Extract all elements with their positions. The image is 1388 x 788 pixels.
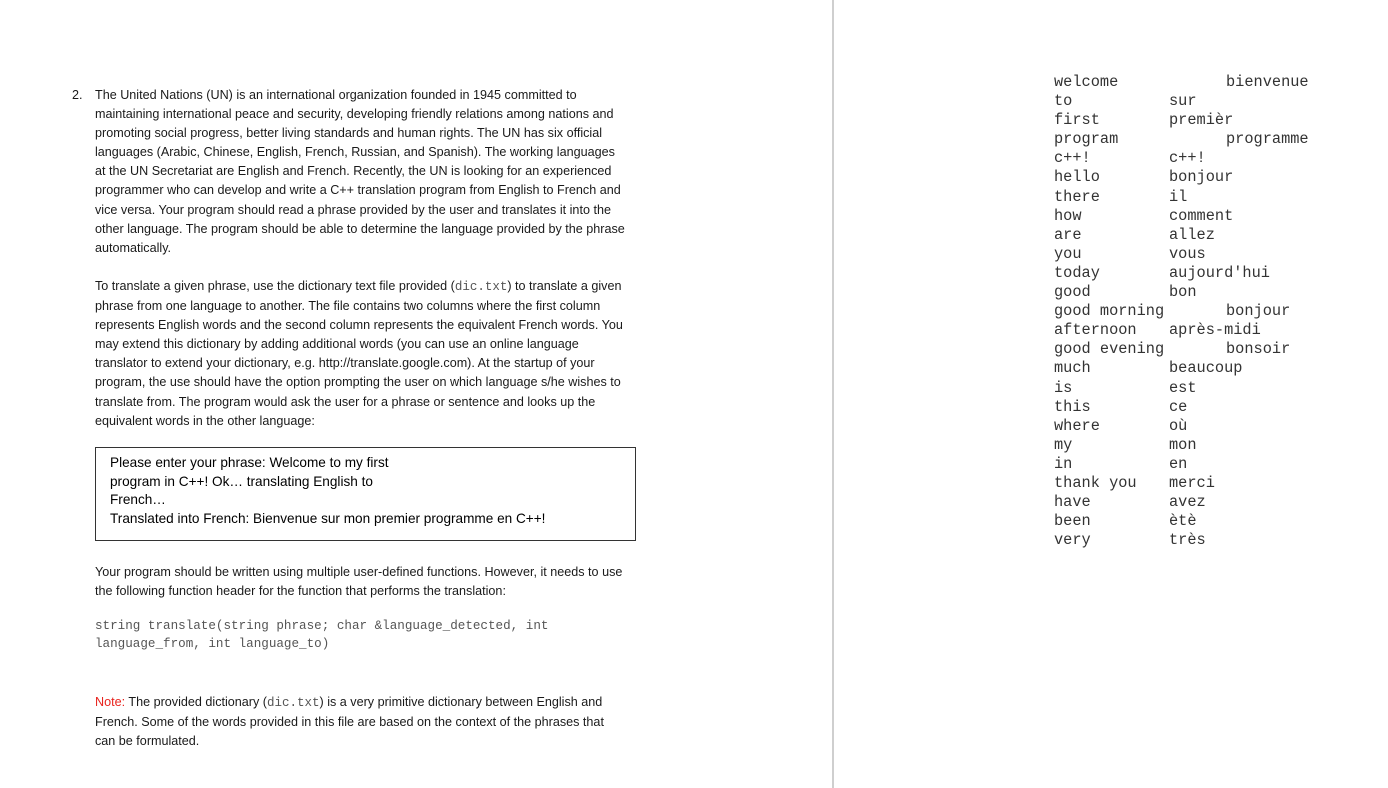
dictionary-english-word: my	[1054, 435, 1073, 454]
dictionary-english-word: are	[1054, 225, 1082, 244]
dictionary-french-word: c++!	[1169, 149, 1206, 168]
note-paragraph	[95, 693, 627, 751]
note-text-part: ) is a very primitive dictionary between English and French. Some of the words provided in this file are based on the context of the phrases that can be formulated.	[95, 695, 604, 749]
dictionary-instructions-paragraph	[95, 277, 627, 431]
dictionary-french-word: après-midi	[1169, 321, 1261, 340]
dictionary-english-word: how	[1054, 206, 1082, 225]
function-requirement-paragraph: Your program should be written using multiple user-defined functions. However, it needs to use the following function header for the function that performs the translation:	[95, 565, 623, 599]
dictionary-english-word: to	[1054, 92, 1073, 111]
dictionary-french-word: bonsoir	[1226, 340, 1291, 359]
example-result-line: Translated into French: Bienvenue sur mon premier programme en C++!	[110, 510, 546, 526]
dictionary-french-word: mon	[1169, 435, 1197, 454]
function-header-code: string translate(string phrase; char &language_detected, int language_from, int language_to)	[95, 619, 549, 651]
dictionary-french-word: ètè	[1169, 512, 1197, 531]
dictionary-french-word: sur	[1169, 92, 1197, 111]
dictionary-english-word: first	[1054, 111, 1100, 130]
dictionary-english-word: c++!	[1054, 149, 1091, 168]
dictionary-french-word: bonjour	[1169, 168, 1234, 187]
dictionary-french-word: vous	[1169, 244, 1206, 263]
dictionary-english-word: is	[1054, 378, 1073, 397]
dictionary-french-word: où	[1169, 416, 1188, 435]
dictionary-french-word: comment	[1169, 206, 1234, 225]
dictionary-english-word: thank you	[1054, 473, 1137, 492]
dictionary-french-word: avez	[1169, 493, 1206, 512]
dictionary-french-word: aujourd'hui	[1169, 263, 1270, 282]
dictionary-english-word: in	[1054, 454, 1073, 473]
filename-inline-code: dic.txt	[266, 696, 320, 710]
dictionary-english-word: afternoon	[1054, 321, 1137, 340]
dictionary-french-word: est	[1169, 378, 1197, 397]
intro-paragraph: The United Nations (UN) is an international organization founded in 1945 committed to maintaining international peace and security, developing friendly relations among nations and promoting social progress, better living standards and human rights. The UN has six official languages (Arabic, Chinese, English, French, Russian, and Spanish). The working languages at the UN Secretariat are English and French. Recently, the UN is looking for an experienced programmer who can develop and write a C++ translation program from English to French and vice versa. Your program should read a phrase provided by the user and translates it into the other language. The program should be able to determine the language provided by the phrase automatically.	[95, 88, 625, 255]
note-label: Note:	[95, 695, 126, 709]
dictionary-english-word: good	[1054, 283, 1091, 302]
dictionary-french-word: bon	[1169, 283, 1197, 302]
dictionary-french-word: très	[1169, 531, 1206, 550]
document-page-right	[834, 0, 1388, 788]
dictionary-english-word: welcome	[1054, 73, 1119, 91]
dictionary-english-word: very	[1054, 531, 1091, 550]
example-output-box	[95, 447, 636, 541]
question-number: 2.	[72, 88, 83, 102]
dictionary-english-word: good morning	[1054, 302, 1165, 321]
dictionary-french-word: il	[1169, 187, 1188, 206]
dictionary-french-word: en	[1169, 454, 1188, 473]
dictionary-english-word: where	[1054, 416, 1100, 435]
paragraph-text-part: ) to translate a given phrase from one language to another. The file contains two columns where the first column represents English words and the second column represents the equivalent French words. You may extend this dictionary by adding additional words (you can use an online language translator to extend your dictionary, e.g. http://translate.google.com). At the startup of your program, the use should have the option prompting the user on which language s/he wishes to translate from. The program would ask the user for a phrase or sentence and looks up the equivalent words in the other language:	[95, 279, 623, 428]
dictionary-french-word: merci	[1169, 473, 1215, 492]
dictionary-english-word: program	[1054, 130, 1119, 149]
dictionary-english-word: good evening	[1054, 340, 1165, 359]
dictionary-french-word: beaucoup	[1169, 359, 1243, 378]
dictionary-english-word: have	[1054, 493, 1091, 512]
dictionary-french-word: bienvenue	[1226, 73, 1309, 91]
dictionary-french-word: premièr	[1169, 111, 1234, 130]
dictionary-english-word: much	[1054, 359, 1091, 378]
dictionary-french-word: programme	[1226, 130, 1309, 149]
dictionary-french-word: bonjour	[1226, 302, 1291, 321]
note-text-part: The provided dictionary (	[125, 695, 267, 709]
dictionary-english-word: you	[1054, 244, 1082, 263]
dictionary-english-word: today	[1054, 263, 1100, 282]
dictionary-english-word: been	[1054, 512, 1091, 531]
dictionary-french-word: ce	[1169, 397, 1188, 416]
dictionary-english-word: this	[1054, 397, 1091, 416]
dictionary-french-word: allez	[1169, 225, 1215, 244]
filename-inline-code: dic.txt	[454, 280, 508, 294]
paragraph-text-part: To translate a given phrase, use the dictionary text file provided (	[95, 279, 455, 293]
example-prompt-line: Please enter your phrase: Welcome to my first program in C++! Ok… translating English to French…	[110, 455, 389, 508]
dictionary-english-word: there	[1054, 187, 1100, 206]
dictionary-english-word: hello	[1054, 168, 1100, 187]
